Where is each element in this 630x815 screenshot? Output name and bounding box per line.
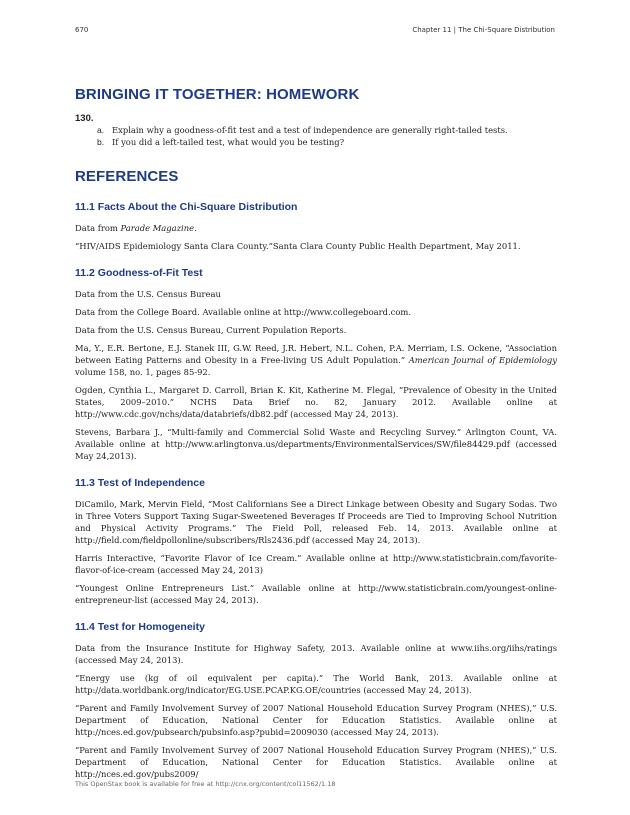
item-letter: a. [97, 125, 105, 135]
page-footer: This OpenStax book is available for free at http://cnx.org/content/col11562/1.18 [75, 780, 336, 788]
question-list [75, 124, 557, 148]
magazine-title: Parade Magazine [120, 223, 195, 233]
reference-entry: “HIV/AIDS Epidemiology Santa Clara County.”Santa Clara County Public Health Department, May 2011. [75, 241, 521, 251]
reference-entry: Data from the College Board. Available online at http://www.collegeboard.com. [75, 307, 411, 317]
section-heading-11-2: 11.2 Goodness-of-Fit Test [75, 267, 203, 279]
section-heading-11-3: 11.3 Test of Independence [75, 477, 205, 489]
reference-entry: “Parent and Family Involvement Survey of 2007 National Household Education Survey Program (NHES),” U.S. Department of Education, National Center for Education Statistics. Available online at http://nces.ed.gov/pubs2009/ [75, 745, 557, 779]
chapter-title: Chapter 11 | The Chi-Square Distribution [412, 26, 555, 34]
reference-entry: Ma, Y., E.R. Bertone, E.J. Stanek III, G.W. Reed, J.R. Hebert, N.L. Cohen, P.A. Merriam, I.S. Ockene, “Association between Eating Patterns and Obesity in a Free-living US Adult Population.” American Journal of Epidemiology volume 158, no. 1, pages 85-92. [75, 343, 557, 377]
reference-entry: “Energy use (kg of oil equivalent per capita).” The World Bank, 2013. Available online at http://data.worldbank.org/indicator/EG.USE.PCAP.KG.OE/countries (accessed May 24, 2013). [75, 673, 557, 695]
reference-entry: DiCamilo, Mark, Mervin Field, “Most Californians See a Direct Linkage between Obesity and Sugary Sodas. Two in Three Voters Support Taxing Sugar-Sweetened Beverages If Proceeds are Tied to Improving School Nutrition and Physical Activity Programs.” The Field Poll, released Feb. 14, 2013. Available online at http://field.com/fieldpollonline/subscribers/Rls2436.pdf (accessed May 24, 2013). [75, 499, 557, 545]
item-letter: b. [97, 137, 105, 147]
question-item [75, 136, 557, 148]
reference-entry: Data from the Insurance Institute for Highway Safety, 2013. Available online at www.iihs.org/iihs/ratings (accessed May 24, 2013). [75, 643, 557, 665]
reference-entry: “Youngest Online Entrepreneurs List.” Available online at http://www.statisticbrain.com/youngest-online-entrepreneur-list (accessed May 24, 2013). [75, 583, 557, 605]
reference-entry: Data from the U.S. Census Bureau, Current Population Reports. [75, 325, 347, 335]
journal-title: American Journal of Epidemiology [408, 355, 557, 365]
question-number: 130. [75, 113, 94, 124]
reference-entry: Ogden, Cynthia L., Margaret D. Carroll, Brian K. Kit, Katherine M. Flegal, “Prevalence of Obesity in the United States, 2009–2010.” NCHS Data Brief no. 82, January 2012. Available online at http://www.cdc.gov/nchs/data/databriefs/db82.pdf (accessed May 24, 2013). [75, 385, 557, 419]
reference-entry: Harris Interactive, “Favorite Flavor of Ice Cream.” Available online at http://www.statisticbrain.com/favorite-flavor-of-ice-cream (accessed May 24, 2013) [75, 553, 557, 575]
reference-entry: Data from the U.S. Census Bureau [75, 289, 221, 299]
item-text: Explain why a goodness-of-fit test and a test of independence are generally right-tailed tests. [112, 125, 508, 135]
page-header [75, 26, 555, 34]
page-content [75, 86, 557, 786]
reference-entry: Stevens, Barbara J., “Multi-family and Commercial Solid Waste and Recycling Survey.” Arlington Count, VA. Available online at http://www.arlingtonva.us/departments/EnvironmentalServices/SW/file84429.pdf (accessed May 24,2013). [75, 427, 557, 461]
section-heading-11-1: 11.1 Facts About the Chi-Square Distribution [75, 201, 298, 213]
references-heading: REFERENCES [75, 168, 179, 185]
item-text: If you did a left-tailed test, what would you be testing? [112, 137, 345, 147]
reference-entry: “Parent and Family Involvement Survey of 2007 National Household Education Survey Program (NHES),” U.S. Department of Education, National Center for Education Statistics. Available online at http://nces.ed.gov/pubsearch/pubsinfo.asp?pubid=2009030 (accessed May 24, 2013). [75, 703, 557, 737]
question-item [75, 124, 557, 136]
reference-entry: Data from Parade Magazine. [75, 223, 197, 233]
homework-heading: BRINGING IT TOGETHER: HOMEWORK [75, 86, 360, 103]
section-heading-11-4: 11.4 Test for Homogeneity [75, 621, 205, 633]
page-number: 670 [75, 26, 89, 34]
